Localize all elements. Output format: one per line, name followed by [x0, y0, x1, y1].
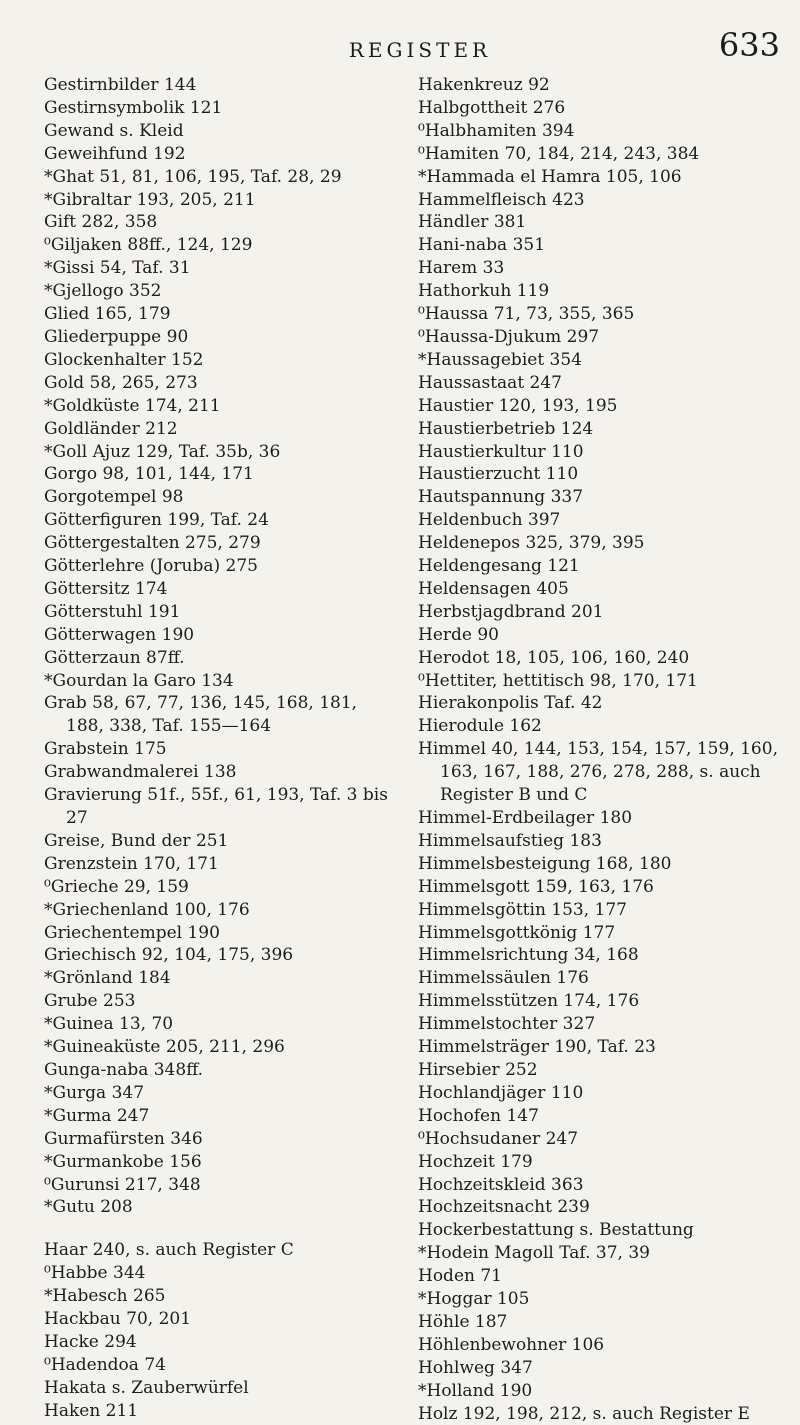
index-entry: Himmelsbesteigung 168, 180: [418, 853, 672, 874]
index-entry: Heldenepos 325, 379, 395: [418, 533, 645, 554]
index-entry: Himmelsaufstieg 183: [418, 830, 602, 851]
index-entry: Herodot 18, 105, 106, 160, 240: [418, 647, 690, 668]
index-entry: *Gutu 208: [44, 1197, 133, 1218]
index-entry: Hautspannung 337: [418, 487, 584, 508]
index-entry: Himmelssäulen 176: [418, 968, 589, 989]
index-entry: Herbstjagdbrand 201: [418, 601, 604, 622]
index-entry: Himmelsgott 159, 163, 176: [418, 876, 654, 897]
index-entry: Höhle 187: [418, 1311, 508, 1332]
index-entry: Gewand s. Kleid: [44, 120, 184, 141]
index-entry: Haustier 120, 193, 195: [418, 395, 618, 416]
index-entry: Hakenkreuz 92: [418, 75, 550, 95]
index-entry: Heldensagen 405: [418, 578, 569, 599]
running-header: REGISTER: [348, 38, 492, 62]
index-entry: Gorgo 98, 101, 144, 171: [44, 464, 254, 485]
index-entry: Haken 211: [44, 1400, 139, 1421]
index-entry: Götterzaun 87ff.: [44, 647, 185, 668]
index-entry: Heldenbuch 397: [418, 510, 561, 531]
index-entry: Glied 165, 179: [44, 304, 171, 325]
index-entry: Gunga-naba 348ff.: [44, 1059, 204, 1080]
index-entry: *Ghat 51, 81, 106, 195, Taf. 28, 29: [44, 166, 342, 187]
index-entry: Göttersitz 174: [44, 578, 168, 599]
index-entry: Gestirnsymbolik 121: [44, 97, 223, 118]
index-entry: Haustierzucht 110: [418, 464, 579, 485]
index-entry: Hochlandjäger 110: [418, 1082, 584, 1103]
index-entry: *Gjellogo 352: [44, 281, 162, 302]
index-entry: *Gissi 54, Taf. 31: [44, 258, 191, 279]
index-entry: Himmelsrichtung 34, 168: [418, 945, 639, 966]
index-entry: Himmelsstützen 174, 176: [418, 991, 640, 1012]
index-entry: Hirsebier 252: [418, 1059, 538, 1080]
index-column-right: [418, 74, 794, 1425]
index-entry: *Gibraltar 193, 205, 211: [44, 189, 256, 210]
index-entry: *Haussagebiet 354: [418, 349, 582, 370]
index-entry: Gliederpuppe 90: [44, 326, 189, 347]
index-entry: *Hammada el Hamra 105, 106: [418, 166, 682, 187]
index-entry: *Grönland 184: [44, 968, 171, 989]
index-entry: Grube 253: [44, 991, 136, 1012]
index-entry: *Goldküste 174, 211: [44, 395, 221, 416]
index-entry: Griechentempel 190: [44, 922, 220, 943]
index-entry: Hackbau 70, 201: [44, 1309, 192, 1330]
index-entry: Geweihfund 192: [44, 143, 186, 164]
index-entry: Hakata s. Zauberwürfel: [44, 1377, 249, 1398]
index-entry: Himmelsträger 190, Taf. 23: [418, 1037, 656, 1058]
index-entry: Gurmafürsten 346: [44, 1128, 203, 1149]
index-entry: *Gurmankobe 156: [44, 1151, 202, 1172]
index-entry: Hani-naba 351: [418, 235, 546, 256]
index-entry: Holz 192, 198, 212, s. auch Register E: [418, 1403, 750, 1424]
index-entry: ⁰Hochsudaner 247: [418, 1128, 579, 1149]
index-entry: Himmelsgöttin 153, 177: [418, 899, 627, 920]
index-entry: Hierodule 162: [418, 716, 542, 737]
index-entry: *Habesch 265: [44, 1286, 166, 1307]
index-entry: *Guinea 13, 70: [44, 1014, 174, 1035]
index-entry: *Goll Ajuz 129, Taf. 35b, 36: [44, 441, 281, 462]
index-entry: Halbgottheit 276: [418, 97, 566, 118]
index-column-left: [44, 74, 396, 1423]
index-entry: *Holland 190: [418, 1380, 533, 1401]
index-entry: Göttergestalten 275, 279: [44, 533, 261, 554]
index-entry: ⁰Halbhamiten 394: [418, 120, 575, 141]
page-number: 633: [718, 26, 780, 64]
index-entry: Himmel 40, 144, 153, 154, 157, 159, 160, 163, 167, 188, 276, 278, 288, s. auch Register B und C: [418, 739, 778, 806]
index-entry: *Gourdan la Garo 134: [44, 670, 234, 691]
index-entry: Hohlweg 347: [418, 1357, 533, 1378]
index-entry: ⁰Haussa-Djukum 297: [418, 326, 600, 347]
index-entry: ⁰Giljaken 88ff., 124, 129: [44, 235, 253, 256]
index-entry: Harem 33: [418, 258, 505, 279]
index-entry: Hochofen 147: [418, 1105, 539, 1126]
index-entry: Glockenhalter 152: [44, 349, 204, 370]
index-entry: ⁰Hettiter, hettitisch 98, 170, 171: [418, 670, 698, 691]
index-entry: Gravierung 51f., 55f., 61, 193, Taf. 3 bis 27: [44, 785, 388, 828]
index-entry: Götterlehre (Joruba) 275: [44, 556, 258, 577]
index-entry: Grab 58, 67, 77, 136, 145, 168, 181, 188, 338, Taf. 155—164: [44, 693, 358, 737]
index-entry: Grabwandmalerei 138: [44, 762, 237, 783]
index-entry: ⁰Habbe 344: [44, 1263, 146, 1284]
index-entry: *Guineaküste 205, 211, 296: [44, 1037, 285, 1058]
index-entry: Höhlenbewohner 106: [418, 1334, 605, 1355]
index-entry: Haustierkultur 110: [418, 441, 584, 462]
index-entry: Götterwagen 190: [44, 624, 195, 645]
index-entry: *Hodein Magoll Taf. 37, 39: [418, 1243, 650, 1264]
index-entry: Haussastaat 247: [418, 372, 563, 393]
index-entry: *Gurma 247: [44, 1105, 150, 1126]
index-entry: *Gurga 347: [44, 1082, 145, 1103]
index-entry: ⁰Hamiten 70, 184, 214, 243, 384: [418, 143, 700, 164]
index-entry: Gift 282, 358: [44, 212, 158, 233]
index-entry: ⁰Gurunsi 217, 348: [44, 1174, 201, 1195]
index-entry: Haustierbetrieb 124: [418, 418, 594, 439]
index-entry: Haar 240, s. auch Register C: [44, 1240, 294, 1261]
index-entry: Hockerbestattung s. Bestattung: [418, 1220, 694, 1241]
index-entry: Gorgotempel 98: [44, 487, 184, 508]
index-entry: Hierakonpolis Taf. 42: [418, 693, 603, 714]
index-entry: Herde 90: [418, 624, 499, 645]
index-entry: Goldländer 212: [44, 418, 178, 439]
index-entry: Himmelstochter 327: [418, 1014, 596, 1035]
index-entry: Hoden 71: [418, 1266, 502, 1287]
index-entry: Himmelsgottkönig 177: [418, 922, 616, 943]
index-entry: ⁰Hadendoa 74: [44, 1354, 166, 1375]
index-entry: Grenzstein 170, 171: [44, 853, 219, 874]
index-entry: Hacke 294: [44, 1331, 137, 1352]
index-entry: Hathorkuh 119: [418, 281, 550, 302]
index-entry: Griechisch 92, 104, 175, 396: [44, 945, 294, 966]
index-entry: Gestirnbilder 144: [44, 75, 197, 95]
index-entry: *Hoggar 105: [418, 1289, 530, 1310]
index-entry: *Griechenland 100, 176: [44, 899, 250, 920]
index-entry: Gold 58, 265, 273: [44, 372, 198, 393]
index-entry: Hochzeitsnacht 239: [418, 1197, 590, 1218]
index-entry: Götterfiguren 199, Taf. 24: [44, 510, 269, 531]
index-entry: ⁰Grieche 29, 159: [44, 876, 189, 897]
index-entry: Greise, Bund der 251: [44, 830, 229, 851]
index-entry: Hochzeitskleid 363: [418, 1174, 584, 1195]
index-entry: Händler 381: [418, 212, 527, 233]
index-entry: Hammelfleisch 423: [418, 189, 585, 210]
index-entry: Hochzeit 179: [418, 1151, 533, 1172]
index-entry: Himmel-Erdbeilager 180: [418, 808, 633, 828]
index-entry: Heldengesang 121: [418, 556, 580, 577]
index-entry: Götterstuhl 191: [44, 601, 181, 622]
index-entry: Grabstein 175: [44, 739, 167, 760]
index-entry: ⁰Haussa 71, 73, 355, 365: [418, 304, 635, 325]
